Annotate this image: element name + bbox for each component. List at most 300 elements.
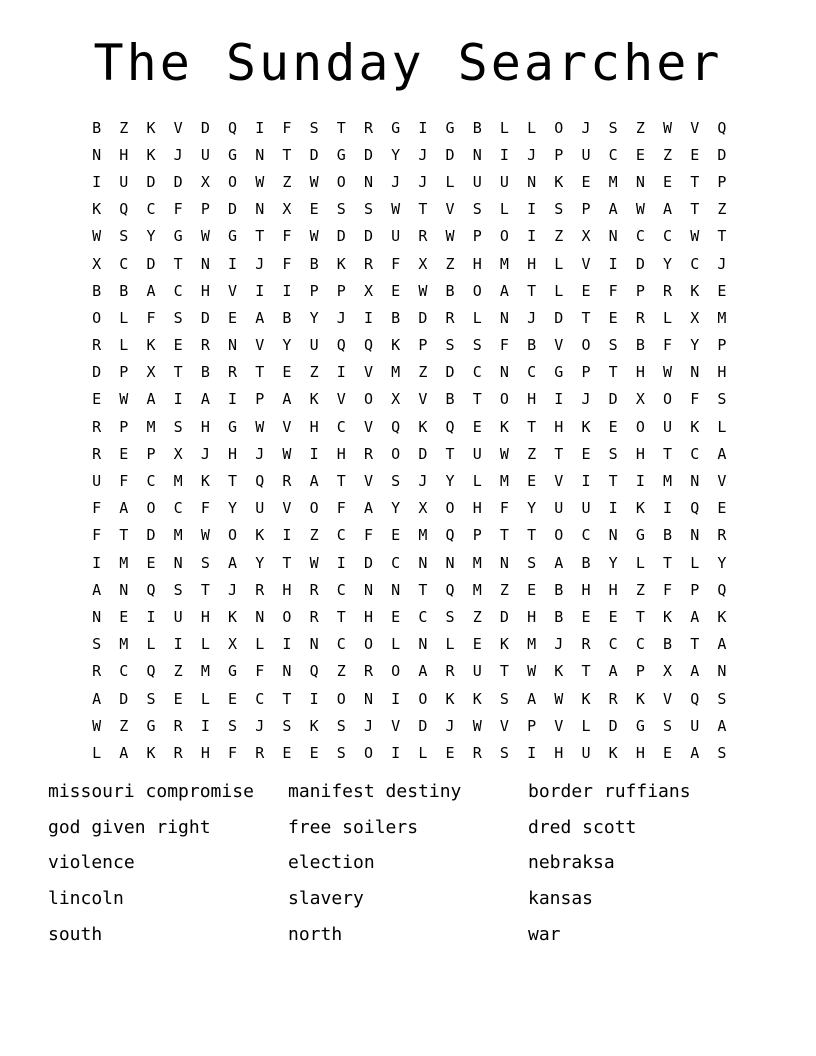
grid-letter: F — [690, 390, 700, 409]
grid-letter: V — [363, 363, 373, 382]
grid-letter: H — [200, 281, 210, 300]
grid-letter: T — [282, 553, 292, 572]
grid-letter: E — [581, 444, 591, 463]
grid-letter: K — [554, 172, 564, 191]
grid-letter: O — [499, 227, 509, 246]
grid-letter: V — [663, 689, 673, 708]
grid-row — [83, 495, 743, 522]
grid-letter: T — [228, 472, 238, 491]
grid-letter: W — [92, 227, 102, 246]
grid-letter: C — [608, 145, 618, 164]
grid-letter: Z — [717, 200, 727, 219]
grid-letter: P — [472, 227, 482, 246]
grid-letter: R — [92, 662, 102, 681]
grid-letter: T — [282, 145, 292, 164]
grid-letter: O — [363, 635, 373, 654]
grid-letter: I — [527, 743, 537, 762]
grid-letter: R — [363, 444, 373, 463]
grid-letter: R — [92, 417, 102, 436]
grid-letter: O — [228, 172, 238, 191]
word-list-item: manifest destiny — [288, 781, 462, 802]
grid-letter: F — [499, 336, 509, 355]
grid-letter: D — [363, 227, 373, 246]
grid-letter: F — [499, 499, 509, 518]
grid-letter: H — [119, 145, 129, 164]
grid-letter: E — [445, 743, 455, 762]
grid-letter: D — [228, 200, 238, 219]
grid-letter: E — [173, 336, 183, 355]
grid-letter: Z — [635, 580, 645, 599]
grid-letter: W — [663, 118, 673, 137]
grid-letter: C — [255, 689, 265, 708]
grid-letter: B — [309, 254, 319, 273]
grid-letter: E — [282, 363, 292, 382]
grid-row — [83, 440, 743, 467]
grid-letter: F — [146, 308, 156, 327]
grid-letter: L — [554, 281, 564, 300]
grid-letter: C — [690, 254, 700, 273]
grid-letter: O — [581, 336, 591, 355]
grid-letter: Z — [554, 227, 564, 246]
grid-letter: B — [663, 526, 673, 545]
grid-letter: T — [608, 363, 618, 382]
grid-letter: T — [690, 172, 700, 191]
word-list-item: border ruffians — [528, 781, 691, 802]
grid-letter: P — [635, 281, 645, 300]
grid-letter: T — [581, 308, 591, 327]
grid-letter: V — [499, 716, 509, 735]
grid-letter: J — [527, 308, 537, 327]
grid-letter: L — [472, 472, 482, 491]
grid-letter: O — [418, 689, 428, 708]
grid-letter: H — [200, 743, 210, 762]
grid-letter: L — [146, 635, 156, 654]
grid-letter: V — [554, 336, 564, 355]
grid-letter: J — [200, 444, 210, 463]
grid-letter: R — [581, 635, 591, 654]
grid-letter: S — [472, 200, 482, 219]
grid-row — [83, 603, 743, 630]
grid-letter: N — [228, 336, 238, 355]
grid-letter: X — [200, 172, 210, 191]
grid-letter: P — [690, 580, 700, 599]
grid-letter: T — [336, 472, 346, 491]
grid-row — [83, 277, 743, 304]
grid-letter: H — [363, 607, 373, 626]
grid-letter: O — [363, 743, 373, 762]
word-list-item: violence — [48, 852, 135, 874]
grid-letter: J — [418, 172, 428, 191]
grid-letter: S — [717, 743, 727, 762]
grid-letter: K — [499, 417, 509, 436]
grid-letter: U — [472, 172, 482, 191]
grid-letter: A — [282, 390, 292, 409]
grid-letter: W — [391, 200, 401, 219]
grid-letter: K — [472, 689, 482, 708]
grid-letter: C — [336, 580, 346, 599]
grid-letter: A — [200, 390, 210, 409]
grid-letter: S — [173, 580, 183, 599]
grid-letter: C — [581, 526, 591, 545]
grid-letter: V — [581, 254, 591, 273]
grid-letter: C — [146, 472, 156, 491]
grid-letter: D — [146, 526, 156, 545]
grid-letter: X — [282, 200, 292, 219]
grid-letter: Y — [228, 499, 238, 518]
grid-row — [83, 359, 743, 386]
grid-letter: L — [445, 172, 455, 191]
grid-row — [83, 576, 743, 603]
grid-letter: Z — [282, 172, 292, 191]
grid-letter: X — [92, 254, 102, 273]
grid-letter: Z — [173, 662, 183, 681]
grid-letter: G — [554, 363, 564, 382]
grid-letter: A — [363, 499, 373, 518]
grid-letter: M — [717, 308, 727, 327]
grid-letter: N — [472, 145, 482, 164]
grid-letter: Z — [309, 363, 319, 382]
grid-letter: S — [445, 607, 455, 626]
grid-letter: E — [581, 607, 591, 626]
grid-letter: T — [635, 607, 645, 626]
grid-letter: M — [608, 172, 618, 191]
grid-letter: N — [92, 145, 102, 164]
grid-letter: F — [663, 336, 673, 355]
grid-letter: J — [228, 580, 238, 599]
grid-letter: Q — [445, 417, 455, 436]
grid-letter: P — [581, 363, 591, 382]
grid-letter: H — [336, 444, 346, 463]
grid-letter: C — [690, 444, 700, 463]
grid-letter: H — [581, 580, 591, 599]
grid-letter: S — [527, 553, 537, 572]
grid-letter: I — [527, 227, 537, 246]
grid-letter: M — [119, 635, 129, 654]
grid-letter: D — [309, 145, 319, 164]
grid-letter: S — [309, 118, 319, 137]
grid-letter: A — [690, 743, 700, 762]
grid-letter: I — [336, 553, 346, 572]
grid-letter: I — [635, 472, 645, 491]
grid-letter: W — [309, 227, 319, 246]
grid-letter: N — [527, 172, 537, 191]
grid-letter: Y — [309, 308, 319, 327]
grid-letter: L — [663, 308, 673, 327]
grid-letter: F — [92, 499, 102, 518]
grid-letter: T — [527, 417, 537, 436]
grid-letter: Q — [336, 336, 346, 355]
grid-letter: P — [717, 172, 727, 191]
grid-letter: F — [255, 662, 265, 681]
grid-letter: I — [418, 118, 428, 137]
grid-letter: N — [690, 526, 700, 545]
grid-letter: C — [418, 607, 428, 626]
grid-letter: A — [717, 716, 727, 735]
grid-letter: W — [200, 526, 210, 545]
grid-letter: L — [635, 553, 645, 572]
grid-letter: I — [309, 444, 319, 463]
grid-letter: K — [146, 118, 156, 137]
grid-letter: H — [228, 444, 238, 463]
grid-letter: O — [228, 526, 238, 545]
grid-letter: K — [635, 689, 645, 708]
grid-letter: L — [92, 743, 102, 762]
grid-letter: X — [173, 444, 183, 463]
grid-letter: P — [581, 200, 591, 219]
grid-letter: N — [363, 172, 373, 191]
grid-letter: T — [717, 227, 727, 246]
grid-letter: S — [472, 336, 482, 355]
grid-letter: G — [228, 145, 238, 164]
grid-letter: L — [690, 553, 700, 572]
grid-letter: L — [581, 716, 591, 735]
grid-letter: F — [282, 227, 292, 246]
grid-letter: G — [635, 526, 645, 545]
grid-letter: S — [554, 200, 564, 219]
grid-letter: Q — [228, 118, 238, 137]
grid-letter: T — [499, 662, 509, 681]
grid-letter: S — [336, 743, 346, 762]
grid-letter: Q — [717, 580, 727, 599]
grid-letter: I — [499, 145, 509, 164]
grid-letter: T — [119, 526, 129, 545]
grid-letter: N — [690, 472, 700, 491]
grid-letter: R — [363, 662, 373, 681]
grid-letter: R — [92, 336, 102, 355]
grid-letter: P — [119, 363, 129, 382]
grid-letter: Q — [445, 580, 455, 599]
grid-letter: O — [309, 499, 319, 518]
grid-letter: W — [200, 227, 210, 246]
grid-letter: N — [608, 526, 618, 545]
grid-letter: X — [418, 499, 428, 518]
grid-letter: O — [391, 444, 401, 463]
grid-letter: R — [200, 336, 210, 355]
grid-letter: L — [445, 635, 455, 654]
grid-letter: J — [527, 145, 537, 164]
grid-letter: I — [608, 499, 618, 518]
grid-letter: V — [554, 472, 564, 491]
grid-letter: S — [200, 553, 210, 572]
word-list-item: missouri compromise — [48, 781, 254, 802]
grid-letter: X — [363, 281, 373, 300]
grid-letter: K — [391, 336, 401, 355]
grid-letter: K — [581, 417, 591, 436]
grid-letter: R — [228, 363, 238, 382]
grid-letter: Y — [663, 254, 673, 273]
grid-letter: L — [499, 118, 509, 137]
grid-letter: X — [228, 635, 238, 654]
grid-letter: A — [418, 662, 428, 681]
grid-letter: R — [418, 227, 428, 246]
grid-letter: C — [119, 254, 129, 273]
grid-letter: X — [635, 390, 645, 409]
grid-letter: T — [173, 363, 183, 382]
grid-letter: W — [527, 662, 537, 681]
grid-letter: J — [581, 118, 591, 137]
grid-letter: B — [92, 281, 102, 300]
grid-letter: M — [418, 526, 428, 545]
grid-letter: M — [146, 417, 156, 436]
grid-letter: W — [554, 689, 564, 708]
grid-letter: F — [92, 526, 102, 545]
grid-letter: E — [527, 580, 537, 599]
word-list-item: north — [288, 923, 343, 945]
grid-letter: B — [200, 363, 210, 382]
grid-letter: T — [608, 472, 618, 491]
grid-letter: P — [717, 336, 727, 355]
grid-letter: E — [608, 607, 618, 626]
grid-letter: P — [554, 145, 564, 164]
grid-letter: H — [200, 607, 210, 626]
grid-letter: V — [282, 417, 292, 436]
grid-letter: G — [228, 417, 238, 436]
letter-grid — [83, 114, 743, 767]
grid-letter: S — [119, 227, 129, 246]
grid-letter: S — [228, 716, 238, 735]
grid-letter: T — [663, 553, 673, 572]
grid-letter: B — [663, 635, 673, 654]
grid-letter: P — [200, 200, 210, 219]
grid-letter: J — [418, 472, 428, 491]
grid-letter: B — [635, 336, 645, 355]
grid-letter: N — [418, 553, 428, 572]
grid-letter: Q — [309, 662, 319, 681]
grid-letter: Z — [635, 118, 645, 137]
grid-letter: D — [635, 254, 645, 273]
grid-letter: L — [717, 417, 727, 436]
grid-letter: Y — [445, 472, 455, 491]
grid-letter: L — [200, 689, 210, 708]
grid-letter: T — [418, 580, 428, 599]
grid-letter: U — [309, 336, 319, 355]
grid-letter: G — [228, 227, 238, 246]
grid-letter: U — [554, 499, 564, 518]
grid-letter: P — [146, 444, 156, 463]
grid-letter: S — [391, 472, 401, 491]
grid-letter: L — [119, 308, 129, 327]
grid-letter: G — [336, 145, 346, 164]
grid-letter: V — [717, 472, 727, 491]
grid-letter: F — [608, 281, 618, 300]
grid-letter: C — [146, 200, 156, 219]
grid-letter: R — [472, 743, 482, 762]
grid-letter: A — [92, 689, 102, 708]
grid-letter: Z — [119, 716, 129, 735]
grid-letter: B — [445, 390, 455, 409]
grid-row — [83, 739, 743, 766]
grid-letter: K — [309, 390, 319, 409]
grid-letter: F — [200, 499, 210, 518]
grid-letter: W — [499, 444, 509, 463]
grid-letter: H — [717, 363, 727, 382]
grid-letter: P — [527, 716, 537, 735]
grid-letter: N — [363, 689, 373, 708]
grid-letter: N — [92, 607, 102, 626]
grid-letter: D — [418, 716, 428, 735]
grid-letter: U — [173, 607, 183, 626]
grid-letter: Q — [445, 526, 455, 545]
grid-letter: N — [255, 145, 265, 164]
grid-letter: J — [363, 716, 373, 735]
grid-letter: Y — [146, 227, 156, 246]
grid-letter: T — [472, 390, 482, 409]
grid-letter: I — [173, 635, 183, 654]
grid-letter: T — [445, 444, 455, 463]
grid-letter: J — [173, 145, 183, 164]
grid-letter: L — [391, 635, 401, 654]
grid-letter: T — [663, 444, 673, 463]
grid-letter: E — [527, 472, 537, 491]
grid-letter: C — [663, 227, 673, 246]
word-list-item: lincoln — [48, 888, 124, 910]
grid-letter: Q — [146, 580, 156, 599]
grid-letter: A — [146, 390, 156, 409]
grid-letter: P — [336, 281, 346, 300]
grid-letter: N — [173, 553, 183, 572]
grid-letter: T — [499, 526, 509, 545]
grid-letter: J — [581, 390, 591, 409]
grid-letter: I — [255, 118, 265, 137]
grid-letter: X — [690, 308, 700, 327]
grid-letter: U — [581, 743, 591, 762]
grid-letter: X — [581, 227, 591, 246]
grid-letter: I — [282, 526, 292, 545]
grid-letter: D — [554, 308, 564, 327]
grid-letter: C — [635, 227, 645, 246]
grid-letter: P — [309, 281, 319, 300]
grid-letter: U — [472, 662, 482, 681]
grid-letter: R — [608, 689, 618, 708]
grid-letter: J — [418, 145, 428, 164]
grid-letter: K — [554, 662, 564, 681]
grid-letter: F — [119, 472, 129, 491]
grid-letter: P — [255, 390, 265, 409]
grid-letter: A — [554, 553, 564, 572]
word-list-item: nebraksa — [528, 852, 615, 874]
grid-letter: L — [499, 200, 509, 219]
grid-letter: B — [445, 281, 455, 300]
grid-letter: C — [635, 635, 645, 654]
grid-letter: K — [608, 743, 618, 762]
grid-letter: U — [255, 499, 265, 518]
grid-letter: T — [336, 607, 346, 626]
grid-letter: N — [119, 580, 129, 599]
grid-letter: G — [635, 716, 645, 735]
grid-letter: K — [200, 472, 210, 491]
grid-letter: E — [119, 607, 129, 626]
grid-letter: D — [146, 254, 156, 273]
grid-letter: K — [146, 145, 156, 164]
grid-letter: E — [581, 281, 591, 300]
grid-letter: T — [527, 526, 537, 545]
grid-row — [83, 114, 743, 141]
grid-letter: M — [499, 254, 509, 273]
grid-letter: I — [92, 172, 102, 191]
grid-letter: B — [527, 336, 537, 355]
grid-letter: B — [554, 580, 564, 599]
grid-letter: I — [363, 308, 373, 327]
grid-letter: P — [119, 417, 129, 436]
grid-letter: N — [499, 553, 509, 572]
grid-letter: T — [418, 200, 428, 219]
grid-letter: U — [499, 172, 509, 191]
grid-letter: J — [391, 172, 401, 191]
grid-letter: B — [92, 118, 102, 137]
grid-letter: T — [200, 580, 210, 599]
grid-letter: J — [255, 254, 265, 273]
grid-letter: H — [527, 254, 537, 273]
